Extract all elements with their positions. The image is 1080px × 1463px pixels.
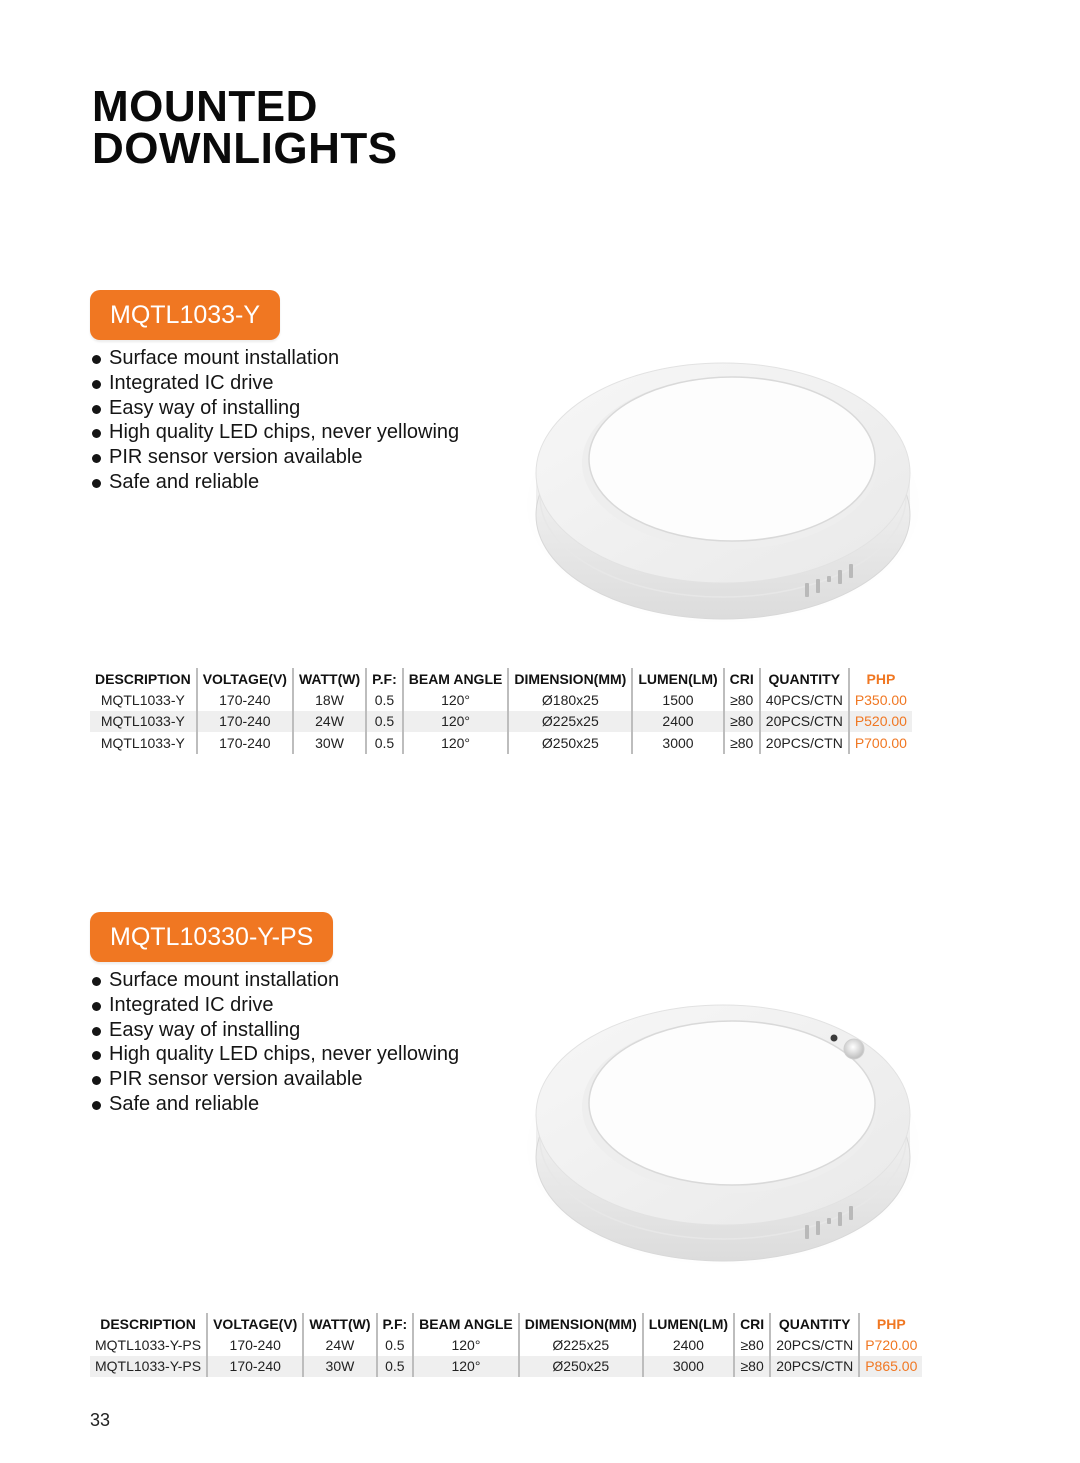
cell-pf: 0.5 — [366, 711, 403, 733]
bullet-icon — [92, 380, 101, 389]
product-model-badge: MQTL1033-Y — [90, 290, 280, 340]
column-header-price: PHP — [866, 670, 896, 687]
bullet-icon — [92, 1027, 101, 1036]
cell-beam-angle: 120° — [403, 711, 509, 733]
cell-pf: 0.5 — [366, 689, 403, 711]
column-header: VOLTAGE(V) — [207, 1313, 303, 1334]
column-header: LUMEN(LM) — [632, 668, 723, 689]
cell-voltage: 170-240 — [207, 1356, 303, 1378]
cell-beam-angle: 120° — [403, 689, 509, 711]
cell-cri: ≥80 — [734, 1356, 770, 1378]
cell-lumen: 2400 — [643, 1334, 734, 1356]
bullet-icon — [92, 1101, 101, 1110]
cell-price: P520.00 — [849, 711, 912, 733]
cell-lumen: 3000 — [632, 732, 723, 754]
cell-description: MQTL1033-Y-PS — [90, 1356, 207, 1378]
cell-dimension: Ø225x25 — [508, 711, 632, 733]
feature-item — [92, 1018, 459, 1043]
cell-watt: 24W — [303, 1334, 376, 1356]
feature-item — [92, 1042, 459, 1067]
cell-pf: 0.5 — [377, 1334, 414, 1356]
cell-voltage: 170-240 — [207, 1334, 303, 1356]
downlight-pir-sensor-product-image — [520, 987, 930, 1277]
table-row — [90, 711, 912, 733]
column-header: QUANTITY — [760, 668, 849, 689]
feature-text: PIR sensor version available — [109, 1068, 363, 1091]
cell-lumen: 3000 — [643, 1356, 734, 1378]
bullet-icon — [92, 1002, 101, 1011]
table-row — [90, 732, 912, 754]
cell-watt: 24W — [293, 711, 366, 733]
cell-description: MQTL1033-Y — [90, 732, 197, 754]
column-header: WATT(W) — [293, 668, 366, 689]
cell-quantity: 20PCS/CTN — [760, 732, 849, 754]
feature-item — [92, 968, 459, 993]
cell-quantity: 40PCS/CTN — [760, 689, 849, 711]
feature-item — [92, 1092, 459, 1117]
cell-watt: 30W — [293, 732, 366, 754]
cell-dimension: Ø250x25 — [508, 732, 632, 754]
bullet-icon — [92, 355, 101, 364]
column-header: P.F: — [366, 668, 403, 689]
table-row — [90, 1334, 922, 1356]
feature-item — [92, 470, 459, 495]
feature-text: Integrated IC drive — [109, 993, 274, 1016]
feature-text: High quality LED chips, never yellowing — [109, 421, 460, 444]
cell-cri: ≥80 — [724, 732, 760, 754]
cell-watt: 18W — [293, 689, 366, 711]
column-header: CRI — [724, 668, 760, 689]
page-title-line-2: DOWNLIGHTS — [92, 124, 398, 173]
feature-item — [92, 993, 459, 1018]
page-title-line-1: MOUNTED — [92, 82, 318, 131]
cell-quantity: 20PCS/CTN — [760, 711, 849, 733]
page-title — [92, 82, 398, 173]
cell-dimension: Ø225x25 — [519, 1334, 643, 1356]
column-header: DESCRIPTION — [90, 668, 197, 689]
cell-price: P350.00 — [854, 691, 907, 708]
feature-item — [92, 371, 459, 396]
bullet-icon — [92, 454, 101, 463]
spec-table — [90, 668, 912, 754]
column-header: BEAM ANGLE — [413, 1313, 519, 1334]
feature-text: High quality LED chips, never yellowing — [109, 1043, 460, 1066]
feature-item — [92, 346, 459, 371]
cell-price: P865.00 — [859, 1356, 922, 1378]
table-header-row — [90, 668, 912, 689]
cell-cri: ≥80 — [724, 689, 760, 711]
column-header: VOLTAGE(V) — [197, 668, 293, 689]
cell-price: P720.00 — [865, 1336, 918, 1353]
feature-text: PIR sensor version available — [109, 446, 363, 469]
feature-text: Surface mount installation — [109, 969, 340, 991]
cell-pf: 0.5 — [377, 1356, 414, 1378]
product-model-badge: MQTL10330-Y-PS — [90, 912, 333, 962]
feature-text: Integrated IC drive — [109, 371, 274, 394]
table-row — [90, 1356, 922, 1378]
column-header: DESCRIPTION — [90, 1313, 207, 1334]
feature-item — [92, 420, 459, 445]
feature-text: Easy way of installing — [109, 396, 301, 419]
column-header: QUANTITY — [770, 1313, 859, 1334]
cell-cri: ≥80 — [734, 1334, 770, 1356]
column-header: CRI — [734, 1313, 770, 1334]
feature-item — [92, 396, 459, 421]
bullet-icon — [92, 1051, 101, 1060]
column-header-price: PHP — [876, 1315, 906, 1332]
cell-dimension: Ø250x25 — [519, 1356, 643, 1378]
column-header: WATT(W) — [303, 1313, 376, 1334]
bullet-icon — [92, 429, 101, 438]
table-row — [90, 689, 912, 711]
feature-text: Safe and reliable — [109, 470, 260, 493]
bullet-icon — [92, 977, 101, 986]
cell-quantity: 20PCS/CTN — [770, 1356, 859, 1378]
feature-text: Surface mount installation — [109, 347, 340, 369]
cell-description: MQTL1033-Y — [90, 711, 197, 733]
column-header: P.F: — [377, 1313, 414, 1334]
downlight-product-image — [520, 345, 930, 635]
cell-description: MQTL1033-Y-PS — [90, 1334, 207, 1356]
cell-dimension: Ø180x25 — [508, 689, 632, 711]
feature-list — [92, 346, 459, 495]
feature-text: Easy way of installing — [109, 1018, 301, 1041]
bullet-icon — [92, 1076, 101, 1085]
bullet-icon — [92, 479, 101, 488]
cell-description: MQTL1033-Y — [90, 689, 197, 711]
cell-beam-angle: 120° — [413, 1334, 519, 1356]
spec-table — [90, 1313, 922, 1377]
page-number: 33 — [90, 1410, 111, 1430]
cell-voltage: 170-240 — [197, 689, 293, 711]
cell-voltage: 170-240 — [197, 732, 293, 754]
cell-quantity: 20PCS/CTN — [770, 1334, 859, 1356]
cell-voltage: 170-240 — [197, 711, 293, 733]
cell-watt: 30W — [303, 1356, 376, 1378]
cell-lumen: 2400 — [632, 711, 723, 733]
feature-text: Safe and reliable — [109, 1092, 260, 1115]
column-header: LUMEN(LM) — [643, 1313, 734, 1334]
column-header: DIMENSION(MM) — [508, 668, 632, 689]
bullet-icon — [92, 405, 101, 414]
table-header-row — [90, 1313, 922, 1334]
cell-pf: 0.5 — [366, 732, 403, 754]
cell-beam-angle: 120° — [413, 1356, 519, 1378]
feature-list — [92, 968, 459, 1117]
cell-lumen: 1500 — [632, 689, 723, 711]
feature-item — [92, 445, 459, 470]
column-header: BEAM ANGLE — [403, 668, 509, 689]
cell-price: P700.00 — [854, 734, 907, 751]
column-header: DIMENSION(MM) — [519, 1313, 643, 1334]
cell-beam-angle: 120° — [403, 732, 509, 754]
cell-cri: ≥80 — [724, 711, 760, 733]
feature-item — [92, 1067, 459, 1092]
